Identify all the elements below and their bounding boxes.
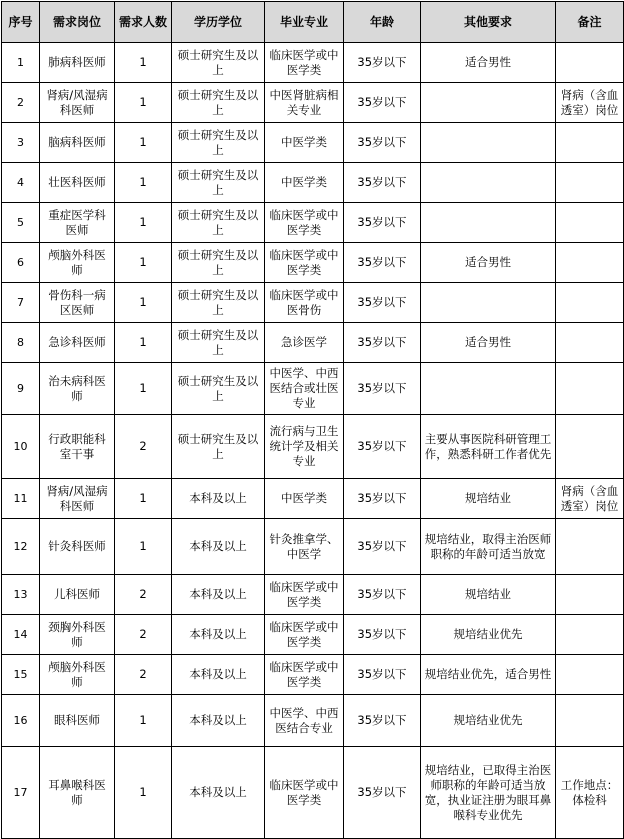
cell-edu: 硕士研究生及以上 [172,243,265,283]
table-row [2,283,624,323]
cell-note [556,123,624,163]
cell-count: 1 [115,479,172,519]
cell-post: 颈胸外科医师 [40,615,115,655]
cell-age: 35岁以下 [344,163,421,203]
cell-age: 35岁以下 [344,479,421,519]
cell-count: 1 [115,747,172,839]
table-body [2,43,624,839]
cell-other [421,123,556,163]
cell-count: 2 [115,615,172,655]
cell-edu: 硕士研究生及以上 [172,203,265,243]
cell-post: 急诊科医师 [40,323,115,363]
cell-other [421,203,556,243]
cell-other [421,163,556,203]
cell-no: 14 [2,615,40,655]
cell-no: 6 [2,243,40,283]
header-count: 需求人数 [115,2,172,43]
cell-edu: 本科及以上 [172,479,265,519]
cell-age: 35岁以下 [344,655,421,695]
cell-major: 中医肾脏病相关专业 [265,83,344,123]
table-row [2,747,624,839]
cell-edu: 本科及以上 [172,695,265,747]
cell-major: 临床医学或中医学类 [265,575,344,615]
cell-age: 35岁以下 [344,747,421,839]
cell-age: 35岁以下 [344,123,421,163]
cell-note [556,243,624,283]
header-other: 其他要求 [421,2,556,43]
table-row [2,123,624,163]
cell-other: 适合男性 [421,323,556,363]
table-row [2,363,624,415]
cell-edu: 本科及以上 [172,519,265,575]
cell-note [556,575,624,615]
cell-note [556,43,624,83]
cell-edu: 本科及以上 [172,747,265,839]
cell-post: 耳鼻喉科医师 [40,747,115,839]
cell-post: 脑病科医师 [40,123,115,163]
cell-other: 规培结业优先，适合男性 [421,655,556,695]
table-row [2,615,624,655]
cell-major: 临床医学或中医学类 [265,747,344,839]
cell-other: 适合男性 [421,243,556,283]
cell-major: 针灸推拿学、中医学 [265,519,344,575]
header-major: 毕业专业 [265,2,344,43]
table-row [2,655,624,695]
cell-other [421,83,556,123]
cell-age: 35岁以下 [344,519,421,575]
header-edu: 学历学位 [172,2,265,43]
cell-count: 1 [115,363,172,415]
cell-age: 35岁以下 [344,83,421,123]
cell-other [421,283,556,323]
cell-no: 17 [2,747,40,839]
table-row [2,415,624,479]
cell-note [556,615,624,655]
cell-count: 1 [115,123,172,163]
cell-count: 2 [115,655,172,695]
cell-no: 13 [2,575,40,615]
cell-major: 中医学、中西医结合或壮医专业 [265,363,344,415]
cell-major: 中医学类 [265,163,344,203]
cell-post: 颅脑外科医师 [40,243,115,283]
cell-post: 治未病科医师 [40,363,115,415]
cell-age: 35岁以下 [344,243,421,283]
cell-edu: 硕士研究生及以上 [172,43,265,83]
cell-note [556,363,624,415]
cell-other: 规培结业 [421,575,556,615]
cell-other: 适合男性 [421,43,556,83]
cell-major: 临床医学或中医骨伤 [265,283,344,323]
cell-other [421,363,556,415]
cell-post: 针灸科医师 [40,519,115,575]
table-row [2,519,624,575]
cell-edu: 硕士研究生及以上 [172,83,265,123]
cell-other: 规培结业优先 [421,615,556,655]
cell-other: 规培结业优先 [421,695,556,747]
recruitment-table [1,1,624,839]
cell-count: 1 [115,243,172,283]
cell-note [556,415,624,479]
cell-no: 15 [2,655,40,695]
cell-major: 临床医学或中医学类 [265,243,344,283]
cell-edu: 硕士研究生及以上 [172,363,265,415]
table-row [2,575,624,615]
cell-edu: 硕士研究生及以上 [172,283,265,323]
cell-other: 规培结业 [421,479,556,519]
cell-note: 工作地点：体检科 [556,747,624,839]
cell-note [556,519,624,575]
cell-age: 35岁以下 [344,415,421,479]
cell-count: 2 [115,415,172,479]
cell-note [556,323,624,363]
cell-edu: 硕士研究生及以上 [172,415,265,479]
cell-major: 临床医学或中医学类 [265,203,344,243]
cell-edu: 本科及以上 [172,615,265,655]
cell-no: 1 [2,43,40,83]
header-no: 序号 [2,2,40,43]
cell-note [556,695,624,747]
cell-other: 规培结业，已取得主治医师职称的年龄可适当放宽，执业证注册为眼耳鼻喉科专业优先 [421,747,556,839]
cell-count: 1 [115,695,172,747]
header-post: 需求岗位 [40,2,115,43]
cell-major: 中医学类 [265,479,344,519]
cell-post: 儿科医师 [40,575,115,615]
cell-major: 中医学、中西医结合专业 [265,695,344,747]
cell-no: 4 [2,163,40,203]
cell-no: 11 [2,479,40,519]
table-row [2,163,624,203]
cell-age: 35岁以下 [344,203,421,243]
table-row [2,323,624,363]
cell-no: 7 [2,283,40,323]
cell-no: 12 [2,519,40,575]
cell-post: 骨伤科一病区医师 [40,283,115,323]
table-row [2,479,624,519]
cell-edu: 硕士研究生及以上 [172,123,265,163]
cell-count: 2 [115,575,172,615]
cell-major: 临床医学或中医学类 [265,615,344,655]
cell-post: 行政职能科室干事 [40,415,115,479]
cell-age: 35岁以下 [344,575,421,615]
cell-note: 肾病（含血透室）岗位 [556,83,624,123]
table-row [2,695,624,747]
cell-count: 1 [115,163,172,203]
cell-no: 10 [2,415,40,479]
cell-count: 1 [115,43,172,83]
cell-note [556,203,624,243]
cell-edu: 硕士研究生及以上 [172,163,265,203]
cell-post: 肺病科医师 [40,43,115,83]
cell-major: 急诊医学 [265,323,344,363]
cell-post: 肾病/风湿病科医师 [40,479,115,519]
cell-count: 1 [115,323,172,363]
cell-age: 35岁以下 [344,43,421,83]
cell-age: 35岁以下 [344,323,421,363]
cell-major: 临床医学或中医学类 [265,655,344,695]
cell-age: 35岁以下 [344,615,421,655]
cell-age: 35岁以下 [344,283,421,323]
table-row [2,243,624,283]
cell-edu: 硕士研究生及以上 [172,323,265,363]
cell-post: 壮医科医师 [40,163,115,203]
cell-count: 1 [115,283,172,323]
cell-post: 颅脑外科医师 [40,655,115,695]
cell-no: 16 [2,695,40,747]
cell-post: 眼科医师 [40,695,115,747]
cell-age: 35岁以下 [344,363,421,415]
header-note: 备注 [556,2,624,43]
cell-other: 规培结业，取得主治医师职称的年龄可适当放宽 [421,519,556,575]
cell-edu: 本科及以上 [172,655,265,695]
cell-major: 中医学类 [265,123,344,163]
cell-count: 1 [115,83,172,123]
cell-other: 主要从事医院科研管理工作，熟悉科研工作者优先 [421,415,556,479]
cell-note [556,655,624,695]
cell-note: 肾病（含血透室）岗位 [556,479,624,519]
cell-major: 临床医学或中医学类 [265,43,344,83]
cell-note [556,283,624,323]
cell-no: 5 [2,203,40,243]
cell-edu: 本科及以上 [172,575,265,615]
header-row [2,2,624,43]
table-row [2,83,624,123]
cell-no: 8 [2,323,40,363]
table-row [2,43,624,83]
cell-no: 3 [2,123,40,163]
cell-age: 35岁以下 [344,695,421,747]
cell-major: 流行病与卫生统计学及相关专业 [265,415,344,479]
header-age: 年龄 [344,2,421,43]
table-row [2,203,624,243]
cell-no: 2 [2,83,40,123]
cell-note [556,163,624,203]
cell-no: 9 [2,363,40,415]
cell-count: 1 [115,519,172,575]
cell-post: 重症医学科医师 [40,203,115,243]
cell-count: 1 [115,203,172,243]
cell-post: 肾病/风湿病科医师 [40,83,115,123]
